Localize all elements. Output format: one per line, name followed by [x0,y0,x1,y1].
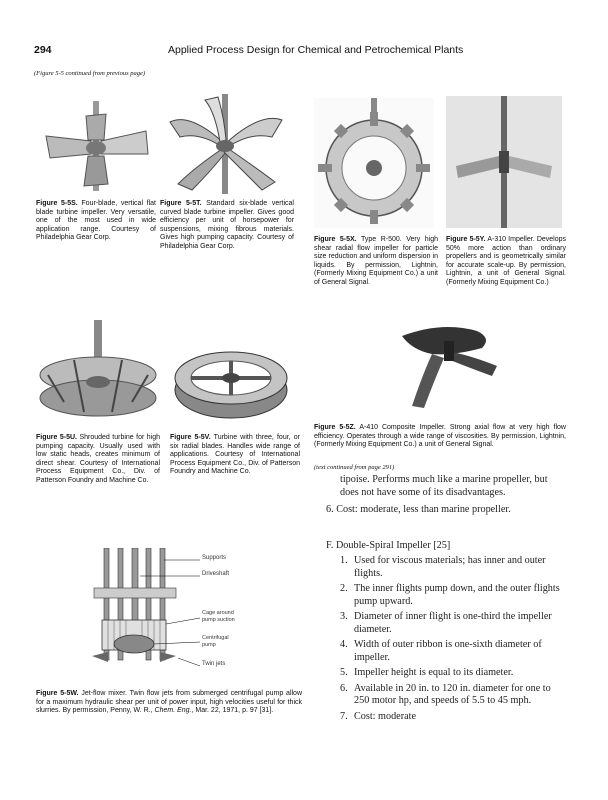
figure-5y-image [446,96,562,228]
figure-5z-caption: Figure 5-5Z. A-410 Composite Impeller. Strong axial flow at very high flow efficiency. Operates through a wide range of viscosities. By permission, Lightnin, (Formerly Mixing Equipment Co.) a unit of General Signal. [314,424,566,449]
figure-5s-caption: Figure 5-5S. Four-blade, vertical flat blade turbine impeller. Very versatile, one of the most used in wide application range. Courtesy of Philadelphia Gear Corp. [36,200,156,242]
propeller-item-6: 6. Cost: moderate, less than marine propeller. [326,504,511,515]
label-driveshaft: Driveshaft [202,571,230,577]
list-item: 4. Width of outer ribbon is one-sixth diameter of impeller. [340,639,542,663]
label-supports: Supports [202,555,227,561]
label-twin-jets: Twin jets [202,661,226,667]
list-item: 7. Cost: moderate [340,710,416,722]
list-item: 5. Impeller height is equal to its diameter. [340,667,514,678]
figure-5t-image [160,92,290,197]
figure-5x-caption: Figure 5-5X. Type R-500. Very high shear radial flow impeller for particle size reduction and uniform dispersion in liquids. By permission, Lightnin, (Formerly Mixing Equipment Co.) a unit of General Signal. [314,236,438,286]
section-f-list [340,555,568,726]
figure-5w-caption: Figure 5-5W. Jet-flow mixer. Twin flow jets from submerged centrifugal pump allow for a maximum hydraulic shear per unit of power input, high velocities useful for thick slurries. By permission, Penny, W. R., Chem. Eng., Mar. 22, 1971, p. 97 [31]. [36,690,303,715]
continued-note: (Figure 5-5 continued from previous page) [34,70,146,77]
propeller-continued-text: tipoise. Performs much like a marine propeller, but does not have some of its disadvantages. [340,474,548,498]
list-item: 3. Diameter of inner flight is one-third the impeller diameter. [340,611,552,635]
page-number: 294 [34,44,52,56]
figure-5z-image [372,316,508,416]
text-continued-note: (text continued from page 291) [314,464,395,471]
figure-5u-caption: Figure 5-5U. Shrouded turbine for high pumping capacity. Usually used with low static heads, creates minimum of direct shear. Courtesy of International Process Equipment Co., Div. of Patterson Foundry and Machine Co. [36,434,161,484]
figure-5v-caption: Figure 5-5V. Turbine with three, four, or six radial blades. Handles wide range of applications. Courtesy of International Process Equipment Co., Div. of Patterson Foundry and Machine Co. [170,434,300,476]
figure-5x-image [314,98,434,228]
list-item: 1. Used for viscous materials; has inner and outer flights. [340,555,546,579]
label-cage: Cage around pump suction [202,610,235,623]
running-title: Applied Process Design for Chemical and Petrochemical Plants [168,44,464,56]
figure-5v-image [170,334,292,426]
figure-5y-caption: Figure 5-5Y. A-310 Impeller. Develops 50% more action than ordinary propellers and is geometrically similar for accurate scale-up. By permission, Lightnin, a unit of General Signal. (Formerly Mixing Equipment Co.) [446,236,566,286]
figure-5u-image [34,320,162,435]
label-pump: Centrifugal pump [202,635,229,648]
figure-5s-image [36,96,156,196]
figure-5t-caption: Figure 5-5T. Standard six-blade vertical curved blade turbine impeller. Gives good efficiency per unit of horsepower for suspensions, mixing fibrous materials. Gives high pumping capacity. Courtesy of Philadelphia Gear Corp. [160,200,294,250]
list-item: 6. Available in 20 in. to 120 in. diameter for one to 250 motor hp, and speeds of 5.5 to 45 mph. [340,682,551,706]
list-item: 2. The inner flights pump down, and the outer flights pump upward. [340,583,560,607]
section-f-heading: F. Double-Spiral Impeller [25] [326,540,451,551]
